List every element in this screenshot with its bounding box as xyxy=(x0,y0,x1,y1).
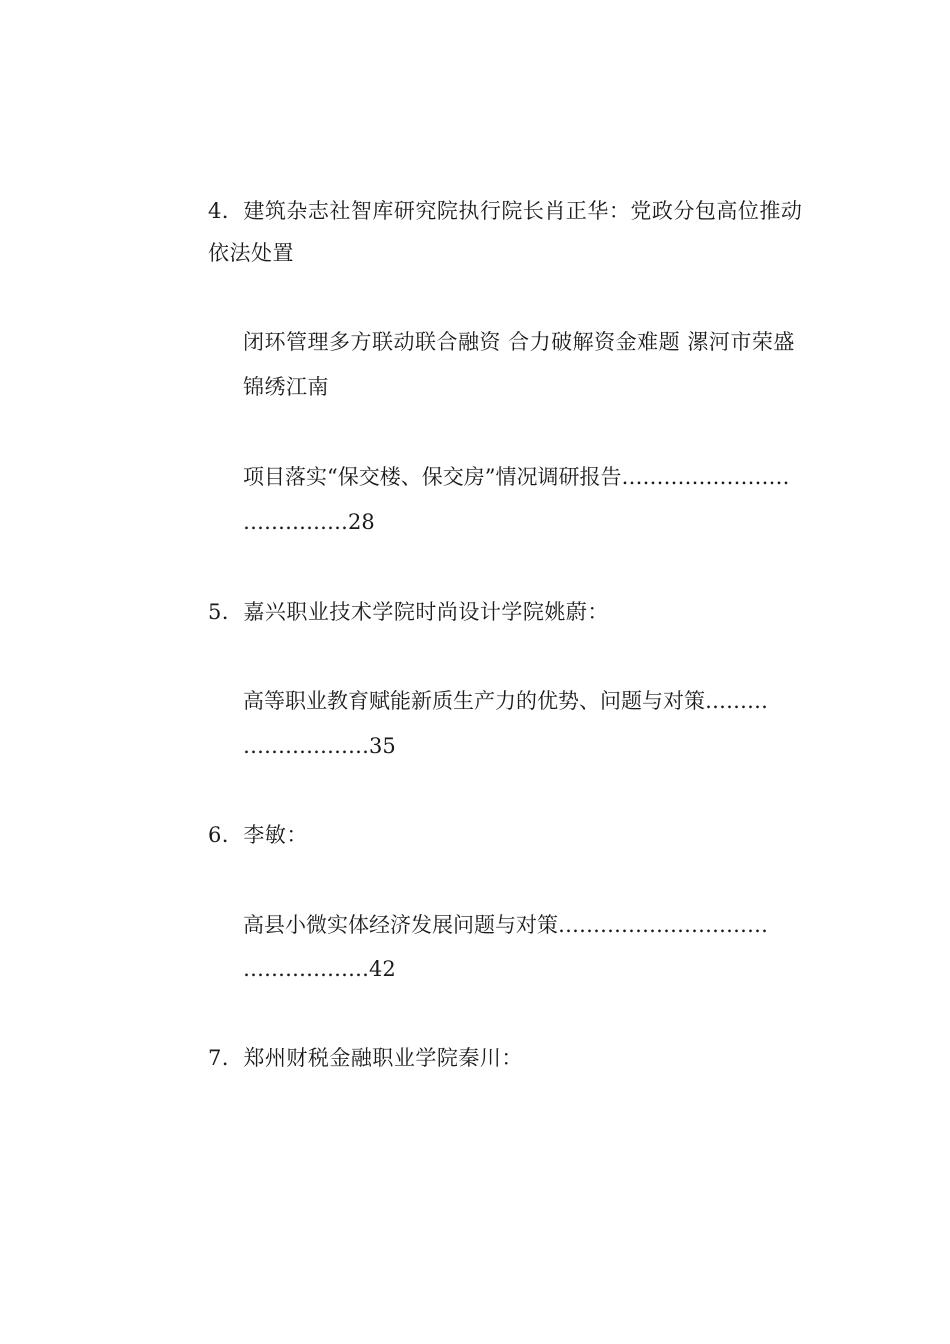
entry-7-heading: 7．郑州财税金融职业学院秦川： xyxy=(208,1046,523,1070)
entry-5-page-number-line: ………………35 xyxy=(243,734,396,758)
entry-4-heading-line-1: 4．建筑杂志社智库研究院执行院长肖正华：党政分包高位推动 xyxy=(208,199,803,223)
entry-4-subtitle-line-1: 闭环管理多方联动联合融资 合力破解资金难题 漯河市荣盛 xyxy=(243,330,795,354)
entry-6-heading: 6．李敏： xyxy=(208,823,308,847)
entry-5-title-line-1: 高等职业教育赋能新质生产力的优势、问题与对策……… xyxy=(243,689,768,713)
entry-6-title-line-1: 高县小微实体经济发展问题与对策………………………… xyxy=(243,913,768,937)
entry-5-heading: 5．嘉兴职业技术学院时尚设计学院姚蔚： xyxy=(208,600,609,624)
entry-4-subtitle-line-2: 锦绣江南 xyxy=(243,375,329,399)
entry-4-page-number-line: ……………28 xyxy=(243,510,375,534)
entry-6-page-number-line: ………………42 xyxy=(243,957,396,981)
entry-4-title-line-1: 项目落实“保交楼、保交房”情况调研报告…………………… xyxy=(243,465,790,489)
entry-4-heading-line-2: 依法处置 xyxy=(208,241,294,265)
